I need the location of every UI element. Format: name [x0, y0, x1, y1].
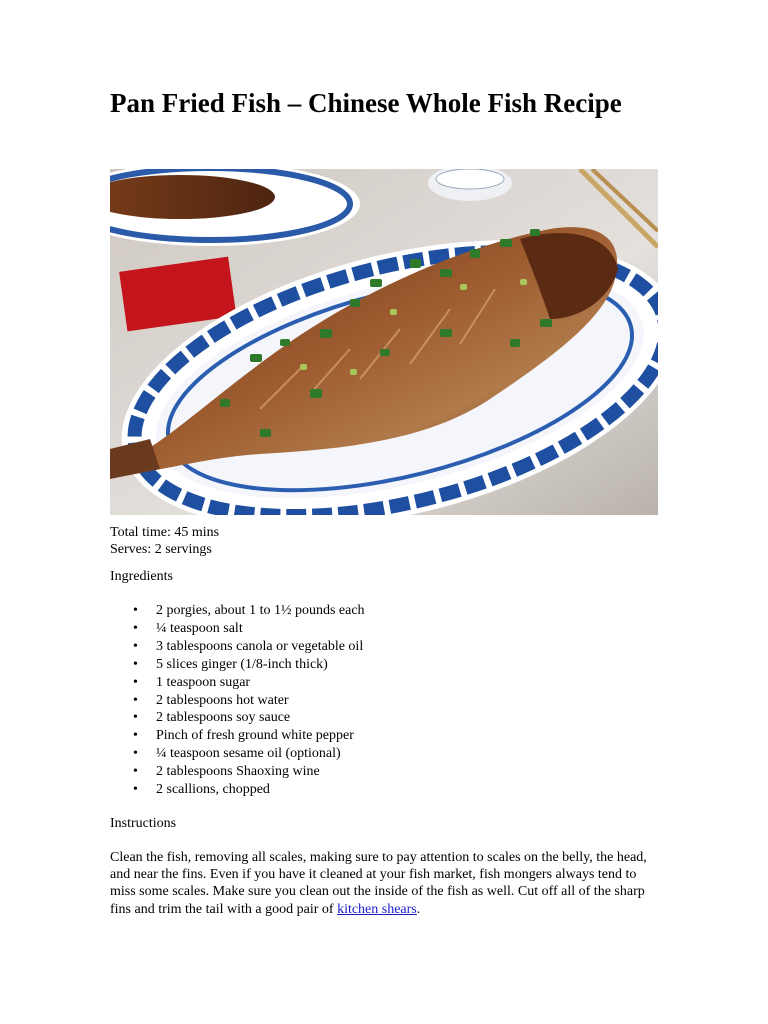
ingredient-item: • 2 tablespoons hot water [110, 692, 670, 710]
instructions-paragraph [110, 849, 660, 918]
ingredient-item: • 2 tablespoons Shaoxing wine [110, 763, 670, 781]
instructions-text: Clean the fish, removing all scales, making sure to pay attention to scales on the belly, the head, and near the fins. Even if you have it cleaned at your fish market, fish mongers always tend to miss some scales. Make sure you clean out the inside of the fish as well. Cut off all of the sharp fins and trim the tail with a good pair of [110, 850, 647, 917]
page-title: Pan Fried Fish – Chinese Whole Fish Recipe [110, 88, 622, 118]
instructions-heading: Instructions [110, 816, 177, 831]
ingredient-item: • Pinch of fresh ground white pepper [110, 727, 670, 745]
ingredients-heading: Ingredients [110, 569, 173, 584]
ingredient-item: • ¼ teaspoon salt [110, 620, 670, 638]
ingredient-item: • 2 scallions, chopped [110, 781, 670, 799]
recipe-meta [110, 524, 219, 558]
ingredient-item: • 2 porgies, about 1 to 1½ pounds each [110, 602, 670, 620]
fish-photo [110, 169, 658, 515]
ingredient-item: • 1 teaspoon sugar [110, 674, 670, 692]
instructions-end: . [416, 901, 421, 917]
ingredient-item: • 5 slices ginger (1/8-inch thick) [110, 656, 670, 674]
ingredients-list [110, 602, 670, 799]
ingredient-item: • ¼ teaspoon sesame oil (optional) [110, 745, 670, 763]
total-time: Total time: 45 mins [110, 525, 220, 540]
serves: Serves: 2 servings [110, 542, 212, 557]
kitchen-shears-link[interactable]: kitchen shears [337, 901, 417, 917]
ingredient-item: • 2 tablespoons soy sauce [110, 709, 670, 727]
ingredient-item: • 3 tablespoons canola or vegetable oil [110, 638, 670, 656]
